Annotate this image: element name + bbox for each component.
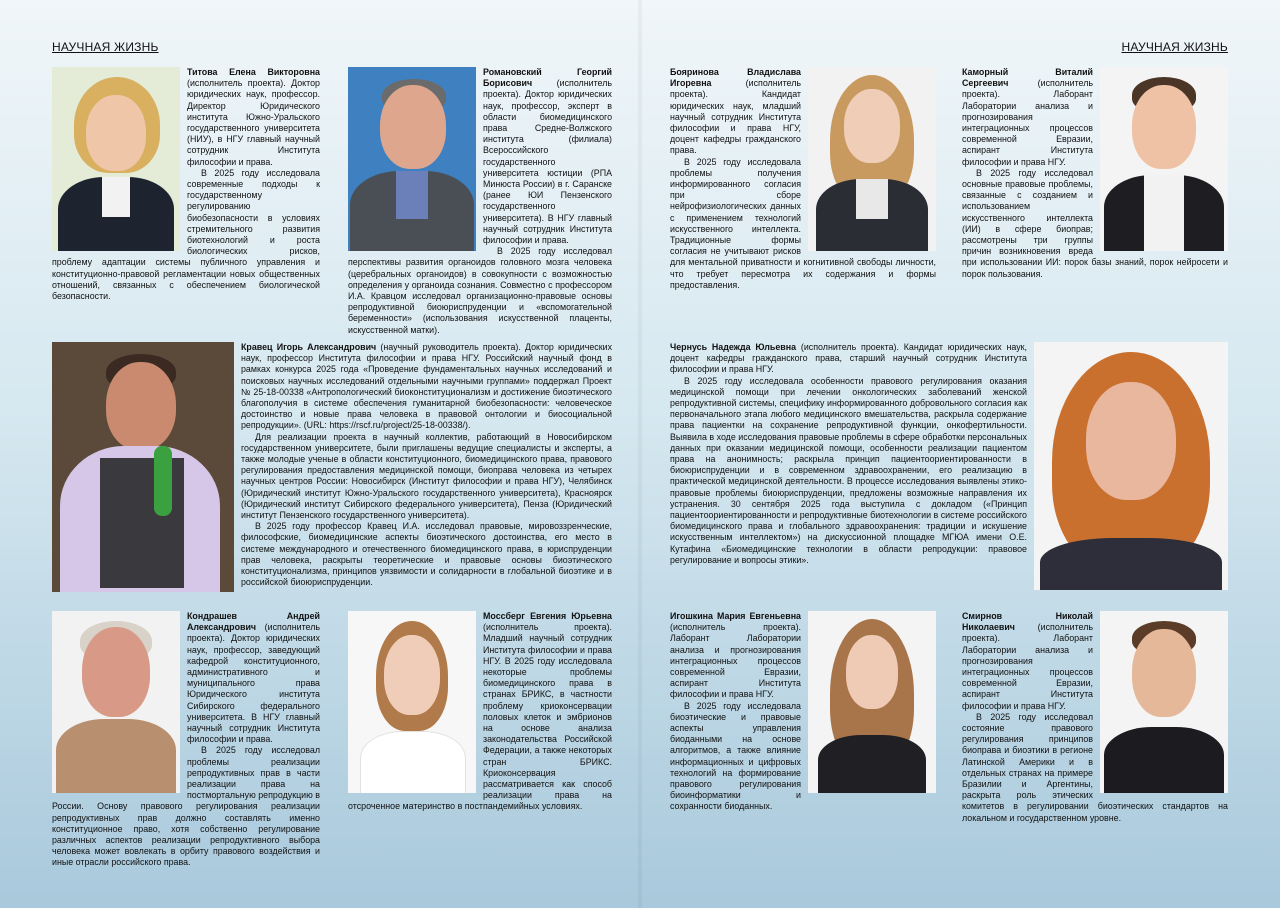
name-smirnov: Смирнов Николай Николаевич	[962, 611, 1093, 633]
photo-smirnov	[1100, 611, 1228, 793]
entry-kamorny: Каморный Виталий Сергеевич (исполнитель проекта). Лаборант Лаборатории анализа и прогнозирования интеграционных процессов современной Евразии, аспирант Института философии и права НГУ. В 2025 году исследовал основные правовые проблемы, связанные с созданием и использованием искусственного интеллекта (ИИ) в сфере биоправ; рассмотрены три группы причин возникновения вреда при использовании ИИ: порок базы знаний, порок нейросети и порок пользования.	[962, 67, 1228, 279]
photo-igoshkina	[808, 611, 936, 793]
entry-romanovsky: Романовский Георгий Борисович (исполнитель проекта). Доктор юридических наук, профессор, эксперт в области биомедицинского права Средне-Волжского института (филиала) Всероссийского государственного университета юстиции (РПА Минюста России) в г. Саранске (ранее ЮИ Пензенского государственного университета). В НГУ главный научный сотрудник Института философии и права. В 2025 году исследовал перспективы развития органоидов головного мозга человека (церебральных органоидов) в совокупности с возможностью определения у органоида сознания. Совместно с профессором И.А. Кравцом исследовал организационно-правовые основы репродуктивной биоюриспруденции и «вспомогательной беременности» (использования искусственной плаценты, искусственной матки).	[348, 67, 612, 335]
photo-chernus	[1034, 342, 1228, 590]
photo-kamorny	[1100, 67, 1228, 251]
entry-igoshkina: Игошкина Мария Евгеньевна (исполнитель проекта). Лаборант Лаборатории анализа и прогнозирования интеграционных процессов современной Евразии, аспирант Института философии и права НГУ. В 2025 году исследовала биоэтические и правовые аспекты управления биоданными на основе алгоритмов, а также влияние информационных и цифровых технологий на формирование правового регулирования биоинформатики и сохранности биоданных.	[670, 611, 936, 813]
entry-kravets: Кравец Игорь Александрович (научный руководитель проекта). Доктор юридических наук, профессор Института философии и права НГУ. Российский научный фонд в рамках конкурса 2025 года «Проведение фундаментальных научных исследований и поисковых научных исследований отдельными научными группами» поддержал Проект № 25-18-00338 «Антропологический биоконституционализм и достижение биоэтического благополучия в системе обеспечения гуманитарной биобезопасности: человеческое достоинство и новые права человека в правовой онтологии и биосоциальной репродукции». (URL: https://rscf.ru/project/25-18-00338/). Для реализации проекта в научный коллектив, работающий в Новосибирском государственном университете, были приглашены ведущие специалисты и эксперты, а также молодые ученые в области конституционного, биомедицинского права, правового регулирования предоставления медицинской помощи, биоправа человека из четырех научных центров России: Новосибирск (Институт философии и права НГУ), Челябинск (Юридический институт Южно-Уральского государственного университета), Красноярск (Юридический институт Сибирского федерального университета), Пенза (Юридический институт Пензенского государственного университета). В 2025 году профессор Кравец И.А. исследовал правовые, мировоззренческие, философские, биомедицинские аспекты биоэтического достоинства, его место в системе международного и отечественного биомедицинского права, в юриспруденции прав человека, раскрыты теоретические и правовые основы биоэтического конституционализма, принципов уязвимости и солидарности в глобальной биоэтике и в российской биоюриспруденции.	[52, 342, 612, 596]
running-head-right: НАУЧНАЯ ЖИЗНЬ	[1121, 40, 1228, 54]
name-kamorny: Каморный Виталий Сергеевич	[962, 67, 1093, 89]
name-mossberg: Моссберг Евгения Юрьевна	[483, 611, 612, 621]
photo-romanovsky	[348, 67, 476, 251]
entry-chernus: Чернусь Надежда Юльевна (исполнитель проекта). Кандидат юридических наук, доцент кафедры гражданского права, старший научный сотрудник Института философии и права НГУ. В 2025 году исследовала особенности правового регулирования оказания медицинской помощи при лечении онкологических заболеваний женской репродуктивной системы, специфику информированного добровольного согласия как первоначального этапа любого медицинского вмешательства, раскрыла содержание права пациентки на сохранение репродуктивной функции, онкофертильности. Выявила в ходе исследования правовые проблемы в сфере обработки персональных данных при оказании медицинской помощи, особенности реализации пациентом права на анонимность; раскрыла принцип пациентоориентированности в биоюриспруденции и в современном здравоохранении, его реализацию в практической медицинской деятельности. В процессе исследования выявлены этико-правовые проблемы биоюриспруденции, предложены возможные направления их устранения. 30 сентября 2025 года выступила с докладом («Принцип пациентоориентированности и репродуктивные биотехнологии в системе российского биомедицинского права и глобального здравоохранения: традиции и искушение искусственным интеллектом») на дискуссионной площадке МГЮА имени О.Е. Кутафина «Биомедицинские технологии в области репродукции: правовое регулирование и вопросы этики».	[670, 342, 1228, 594]
entry-boyarinova: Бояринова Владислава Игоревна (исполнитель проекта). Кандидат юридических наук, младший научный сотрудник Института философии и права НГУ, доцент кафедры гражданского права. В 2025 году исследовала проблемы получения информированного согласия при сборе нейрофизиологических данных с применением технологий искусственного интеллекта. Традиционные формы согласия не учитывают рисков для ментальной приватности и когнитивной свободы личности, что требует пересмотра их содержания и формы предоставления.	[670, 67, 936, 290]
spread-fold	[637, 0, 643, 908]
name-igoshkina: Игошкина Мария Евгеньевна	[670, 611, 801, 621]
entry-kondrashev: Кондрашев Андрей Александрович (исполнитель проекта). Доктор юридических наук, профессор, заведующий кафедрой конституционного, административного и муниципального права Юридического института Сибирского федерального университета. В НГУ главный научный сотрудник Института философии и права. В 2025 году исследовал проблемы реализации репродуктивных прав в части реализации права на постмортальную репродукцию в России. Основу правового регулирования реализации репродуктивных прав должно составлять именно конституционное право, хотя собственно регулирование различных аспектов реализации репродуктивного выбора человека может вовлекать в орбиту правового воздействия и иные отрасли российского права.	[52, 611, 320, 868]
name-romanovsky: Романовский Георгий Борисович	[483, 67, 612, 89]
photo-kravets	[52, 342, 234, 592]
photo-mossberg	[348, 611, 476, 793]
running-head-left: НАУЧНАЯ ЖИЗНЬ	[52, 40, 159, 54]
entry-smirnov: Смирнов Николай Николаевич (исполнитель проекта). Лаборант Лаборатории анализа и прогнозирования интеграционных процессов современной Евразии, аспирант Института философии и права НГУ. В 2025 году исследовал состояние правового регулирования принципов биоправа и биоэтики в регионе Латинской Америки и в отдельных странах на примере Бразилии и Аргентины, раскрыта роль этических комитетов в регулировании биоэтических стандартов на локальном и государственном уровне.	[962, 611, 1228, 823]
name-chernus: Чернусь Надежда Юльевна	[670, 342, 797, 352]
name-kondrashev: Кондрашев Андрей Александрович	[187, 611, 320, 633]
photo-boyarinova	[808, 67, 936, 251]
entry-mossberg: Моссберг Евгения Юрьевна (исполнитель проекта). Младший научный сотрудник Института философии и права НГУ. В 2025 году исследовала некоторые проблемы биомедицинского права в странах БРИКС, в частности проблему криоконсервации половых клеток и эмбрионов на основе анализа законодательства Российской Федерации, а также некоторых стран БРИКС. Криоконсервация рассматривается как способ реализации права на отсроченное материнство в постпандемийных условиях.	[348, 611, 612, 812]
entry-titova: Титова Елена Викторовна (исполнитель проекта). Доктор юридических наук, профессор. Директор Юридического института Южно-Уральского государственного университета (НИУ), в НГУ главный научный сотрудник Института философии и права. В 2025 году исследовала современные подходы к государственному регулированию биобезопасности в условиях стремительного развития биотехнологий и роста биологических рисков, проблему адаптации системы публичного управления и конституционно-правовой регламентации новых общественных отношений, связанных с обеспечением биологической безопасности.	[52, 67, 320, 302]
name-boyarinova: Бояринова Владислава Игоревна	[670, 67, 801, 89]
photo-titova	[52, 67, 180, 251]
photo-kondrashev	[52, 611, 180, 793]
name-titova: Титова Елена Викторовна	[187, 67, 320, 77]
name-kravets: Кравец Игорь Александрович	[241, 342, 377, 352]
